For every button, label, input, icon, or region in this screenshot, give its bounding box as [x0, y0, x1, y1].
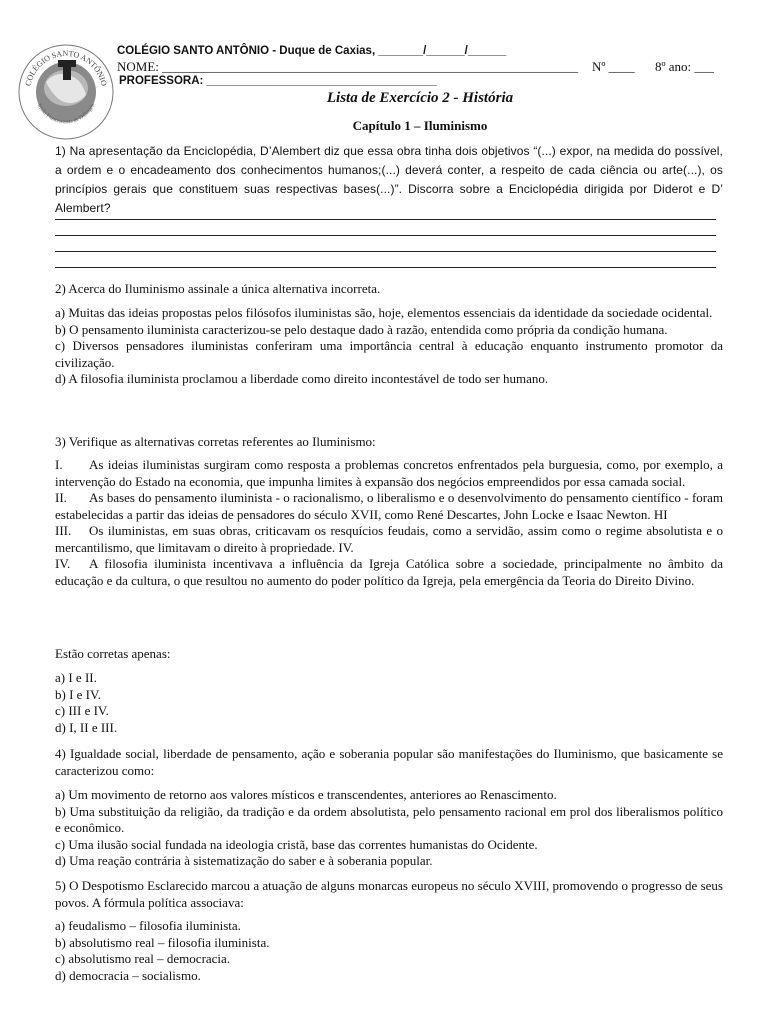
student-number-field[interactable]: Nº ____	[592, 59, 635, 74]
grade-field[interactable]: 8º ano: ___	[655, 59, 714, 74]
answer-line[interactable]	[55, 235, 716, 236]
option-c[interactable]: c) Diversos pensadores iluministas conferiram uma importância central à educação enquanto instrumento promotor da civilização.	[55, 338, 723, 370]
option-d[interactable]: d) democracia – socialismo.	[55, 967, 201, 983]
option-a[interactable]: a) Um movimento de retorno aos valores místicos e transcendentes, anteriores ao Renascimento.	[55, 787, 557, 802]
option-d[interactable]: d) I, II e III.	[55, 719, 118, 735]
question-5-options	[55, 918, 723, 984]
statement-item	[55, 523, 723, 556]
option-a[interactable]: a) I e II.	[55, 670, 97, 685]
question-4	[55, 746, 723, 779]
statement-number: I.	[55, 457, 63, 472]
school-date-line: COLÉGIO SANTO ANTÔNIO - Duque de Caxias, _______/______/______	[117, 45, 507, 57]
statement-item	[55, 556, 723, 589]
statement-number: II.	[55, 490, 67, 505]
page-title: Lista de Exercício 2 - História	[326, 90, 514, 106]
chapter-title: Capítulo 1 – Iluminismo	[352, 118, 488, 133]
seal-top-text: COLÉGIO SANTO ANTÔNIO	[23, 48, 109, 87]
statement-text: As ideias iluministas surgiram como resposta a problemas concretos enfrentados pela burguesia, como, por exemplo, a intervenção do Estado na economia, que impunha limites à expansão dos negócios empreendidos por essa camada social.	[55, 457, 723, 489]
question-3-prompt-text: Estão corretas apenas:	[55, 646, 171, 661]
statement-item	[55, 490, 723, 523]
question-2	[55, 281, 723, 298]
question-2-text: 2) Acerca do Iluminismo assinale a única alternativa incorreta.	[55, 281, 381, 296]
option-a[interactable]: a) feudalismo – filosofia iluminista.	[55, 918, 241, 933]
question-3	[55, 434, 723, 451]
option-c[interactable]: c) Uma ilusão social fundada na ideologia cristã, base das correntes humanistas do Ocidente.	[55, 836, 538, 852]
question-3-text: 3) Verifique as alternativas corretas referentes ao Iluminismo:	[55, 434, 376, 449]
option-c[interactable]: c) III e IV.	[55, 703, 109, 718]
statement-number: IV.	[55, 556, 71, 571]
option-b[interactable]: b) O pensamento iluminista caracterizou-se pelo destaque dado à razão, entendida como própria da condição humana.	[55, 321, 668, 337]
answer-line[interactable]	[55, 267, 716, 268]
option-a[interactable]: a) Muitas das ideias propostas pelos filósofos iluministas são, hoje, elementos essenciais da identidade da sociedade ocidental.	[55, 305, 713, 320]
answer-line[interactable]	[55, 251, 716, 252]
question-1-text: 1) Na apresentação da Enciclopédia, D’Alembert diz que essa obra tinha dois objetivos “(...) expor, na medida do possível, a ordem e o encadeamento dos conhecimentos humanos;(...) deverá conter, a respeito de cada ciência ou arte(...), os princípios gerais que constituem suas respectivas bases(...)”. Discorra sobre a Enciclopédia dirigida por Diderot e D’ Alembert?	[55, 144, 723, 215]
seal-bottom-text: Irmãs Franciscanas de Dillingen	[35, 102, 97, 126]
statement-number: III.	[55, 523, 72, 538]
question-3-statements	[55, 457, 723, 589]
teacher-field[interactable]: PROFESSORA: ____________________________________	[119, 75, 437, 87]
question-4-options	[55, 787, 723, 870]
statement-text: Os iluministas, em suas obras, criticavam os resquícios feudais, como a servidão, assim como o regime absolutista e o mercantilismo, que limitavam o direito à propriedade. IV.	[55, 523, 723, 555]
statement-text: As bases do pensamento iluminista - o racionalismo, o liberalismo e o desenvolvimento do pensamento científico - foram estabelecidas a partir das ideias de pensadores do século XVII, como René Descartes, John Locke e Isaac Newton. HI	[55, 490, 723, 522]
option-b[interactable]: b) I e IV.	[55, 686, 101, 702]
option-b[interactable]: b) absolutismo real – filosofia iluminista.	[55, 934, 270, 950]
question-5-text: 5) O Despotismo Esclarecido marcou a atuação de alguns monarcas europeus no século XVIII, promovendo o progresso de seus povos. A fórmula política associava:	[55, 878, 723, 910]
option-d[interactable]: d) Uma reação contrária à sistematização do saber e à soberania popular.	[55, 853, 433, 868]
option-d[interactable]: d) A filosofia iluminista proclamou a liberdade como direito incontestável de todo ser humano.	[55, 371, 549, 386]
statement-text: A filosofia iluminista incentivava a influência da Igreja Católica sobre a sociedade, principalmente no âmbito da educação e da cultura, o que resultou no aumento do poder político da Igreja, pela emergência da Teoria do Direito Divino.	[55, 556, 723, 588]
question-5	[55, 878, 723, 911]
option-b[interactable]: b) Uma substituição da religião, da tradição e da ordem absolutista, pelo pensamento racional em prol dos liberalismos político e econômico.	[55, 803, 723, 835]
answer-line[interactable]	[55, 219, 716, 220]
statement-item	[55, 457, 723, 490]
question-1	[55, 142, 723, 218]
student-name-field[interactable]: NOME: ________________________________________________________________	[117, 59, 579, 74]
question-4-text: 4) Igualdade social, liberdade de pensamento, ação e soberania popular são manifestações do Iluminismo, que basicamente se caracterizou como:	[55, 746, 723, 778]
question-2-options	[55, 305, 723, 388]
question-3-options	[55, 670, 723, 736]
option-c[interactable]: c) absolutismo real – democracia.	[55, 951, 231, 966]
question-3-prompt	[55, 646, 723, 663]
